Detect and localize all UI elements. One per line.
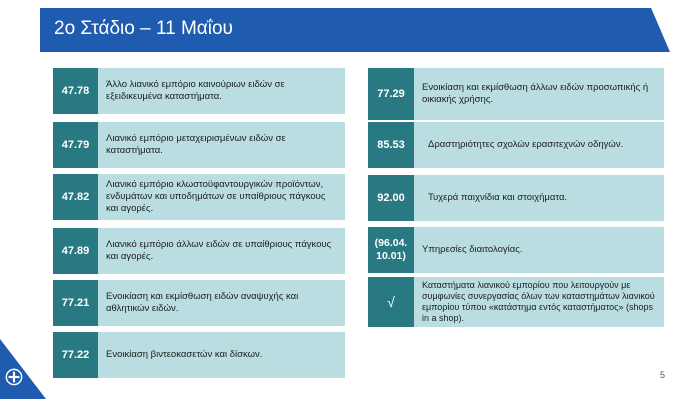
activity-code: 47.89 — [53, 228, 98, 274]
activity-code: (96.04. 10.01) — [368, 227, 414, 273]
activity-code: 47.78 — [53, 68, 98, 114]
activity-description: Υπηρεσίες διαιτολογίας. — [414, 227, 664, 273]
list-item — [53, 332, 345, 378]
activity-description: Λιανικό εμπόριο άλλων ειδών σε υπαίθριους πάγκους και αγορές. — [98, 228, 345, 274]
activity-description: Λιανικό εμπόριο κλωστοϋφαντουργικών προϊόντων, ενδυμάτων και υποδημάτων σε υπαίθριους πάγκους και αγορές. — [98, 174, 345, 220]
activity-code: 77.21 — [53, 280, 98, 326]
activity-description: Ενοικίαση και εκμίσθωση άλλων ειδών προσωπικής ή οικιακής χρήσης. — [414, 68, 664, 120]
activity-code: 47.79 — [53, 122, 98, 168]
crest-icon — [5, 368, 23, 386]
list-item — [53, 174, 345, 220]
activity-description: Δραστηριότητες σχολών ερασιτεχνών οδηγών. — [414, 122, 664, 168]
check-mark-icon: √ — [368, 277, 414, 327]
activity-code: 77.29 — [368, 68, 414, 120]
activity-description: Άλλο λιανικό εμπόριο καινούριων ειδών σε εξειδικευμένα καταστήματα. — [98, 68, 345, 114]
activity-description: Καταστήματα λιανικού εμπορίου που λειτουργούν με συμφωνίες συνεργασίας όλων των καταστημάτων λιανικού εμπορίου τύπου «κατάστημα εντός καταστήματος» (shops in a shop). — [414, 277, 664, 327]
activity-description: Τυχερά παιχνίδια και στοιχήματα. — [414, 175, 664, 221]
list-item — [368, 122, 664, 168]
activity-code: 85.53 — [368, 122, 414, 168]
page-number: 5 — [660, 370, 666, 380]
list-item — [368, 277, 664, 327]
activity-description: Ενοικίαση βιντεοκασετών και δίσκων. — [98, 332, 345, 378]
list-item — [53, 280, 345, 326]
list-item — [53, 228, 345, 274]
list-item — [368, 68, 664, 120]
list-item — [53, 122, 345, 168]
list-item — [53, 68, 345, 114]
activity-description: Ενοικίαση και εκμίσθωση ειδών αναψυχής και αθλητικών ειδών. — [98, 280, 345, 326]
activity-description: Λιανικό εμπόριο μεταχειρισμένων ειδών σε καταστήματα. — [98, 122, 345, 168]
list-item — [368, 175, 664, 221]
activity-code: 77.22 — [53, 332, 98, 378]
activity-code: 92.00 — [368, 175, 414, 221]
slide-title: 2ο Στάδιο – 11 Μαΐου — [54, 18, 233, 39]
list-item — [368, 227, 664, 273]
activity-code: 47.82 — [53, 174, 98, 220]
